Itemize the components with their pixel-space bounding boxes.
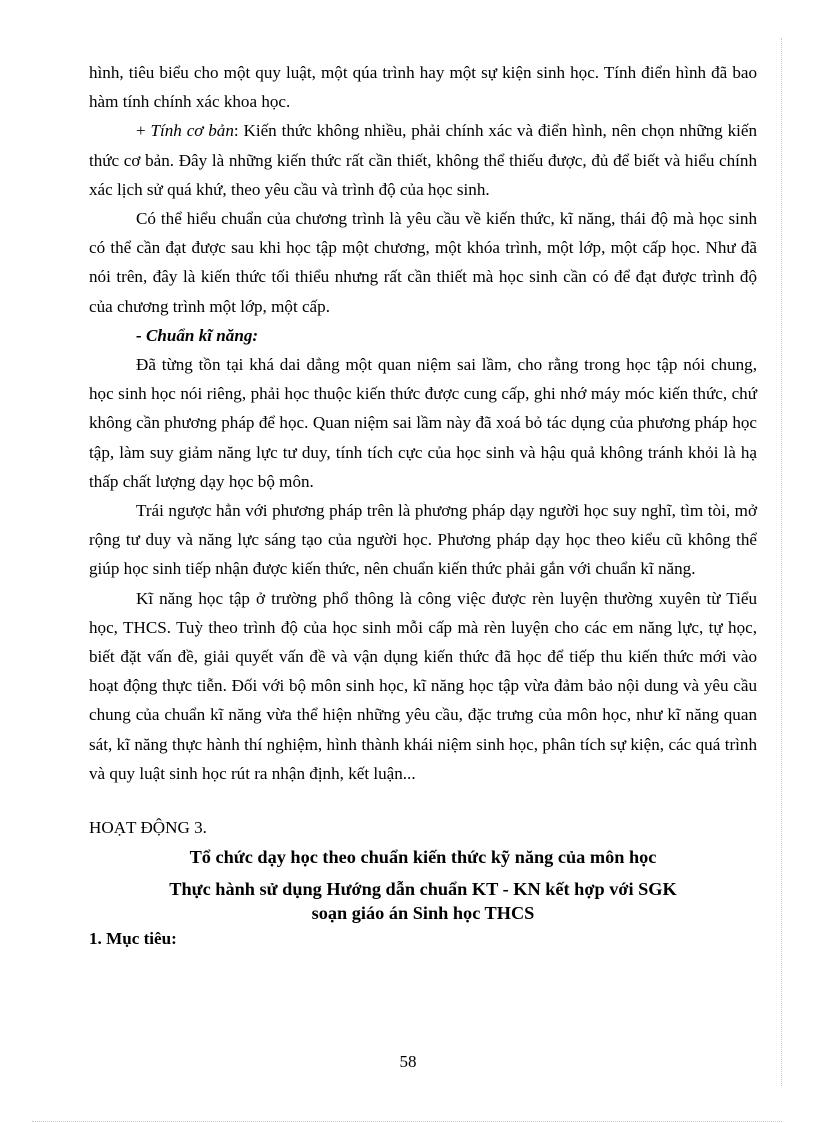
paragraph-typicality: hình, tiêu biểu cho một quy luật, một qúa trình hay một sự kiện sinh học. Tính điển hình đã bao hàm tính chính xác khoa học. [89, 63, 757, 112]
activity-title-line-1: Tổ chức dạy học theo chuẩn kiến thức kỹ năng của môn học [189, 847, 657, 868]
term-basic-nature: Tính cơ bản [150, 121, 234, 141]
skills-standard-heading: - Chuẩn kĩ năng: [136, 325, 259, 345]
paragraph-teaching-method: Trái ngược hẳn với phương pháp trên là phương pháp dạy người học suy nghĩ, tìm tòi, mở rộng tư duy và năng lực sáng tạo của người học. Phương pháp dạy học theo kiểu cũ không thể giúp học sinh tiếp nhận được kiến thức, nên chuẩn kiến thức phải gắn với chuẩn kĩ năng. [89, 501, 757, 579]
bullet-plus: + [136, 121, 151, 141]
activity-title-line-3: soạn giáo án Sinh học THCS [311, 903, 535, 924]
paragraph-basic-nature [89, 116, 757, 204]
activity-title-line-2: Thực hành sử dụng Hướng dẫn chuẩn KT - KN kết hợp với SGK [169, 879, 677, 900]
page-number: 58 [399, 1052, 417, 1071]
goal-heading: 1. Mục tiêu: [89, 929, 177, 949]
page-bottom-rule [32, 1121, 782, 1122]
basic-nature-text: : Kiến thức không nhiều, phải chính xác và điển hình, nên chọn những kiến thức cơ bản. Đây là những kiến thức rất cần thiết, không thể thiếu được, đủ để biết và hiểu chính xác lịch sử quá khứ, theo yêu cầu và trình độ của học sinh. [89, 121, 758, 199]
paragraph-program-standard: Có thể hiểu chuẩn của chương trình là yêu cầu về kiến thức, kĩ năng, thái độ mà học sinh có thể cần đạt được sau khi học tập một chương, một khóa trình, một lớp, một cấp học. Như đã nói trên, đây là kiến thức tối thiểu nhưng rất cần thiết mà học sinh cần có để đạt được trình độ của chương trình một lớp, một cấp. [89, 209, 757, 316]
activity-label: HOẠT ĐỘNG 3. [89, 818, 207, 838]
paragraph-misconception: Đã từng tồn tại khá dai dẳng một quan niệm sai lầm, cho rằng trong học tập nói chung, học sinh học nói riêng, phải học thuộc kiến thức được cung cấp, ghi nhớ máy móc kiến thức, chứ không cần phương pháp để học. Quan niệm sai lầm này đã xoá bỏ tác dụng của phương pháp học tập, làm suy giảm năng lực tư duy, tính tích cực của học sinh và hậu quả không tránh khỏi là hạ thấp chất lượng dạy học bộ môn. [89, 355, 757, 491]
paragraph-learning-skills: Kĩ năng học tập ở trường phổ thông là công việc được rèn luyện thường xuyên từ Tiểu học, THCS. Tuỳ theo trình độ của học sinh mỗi cấp mà rèn luyện cho các em năng lực, tự học, biết đặt vấn đề, giải quyết vấn đề và vận dụng kiến thức đã học để tiếp thu kiến thức mới vào hoạt động thực tiễn. Đối với bộ môn sinh học, kĩ năng học tập vừa đảm bảo nội dung và yêu cầu chung của chuẩn kĩ năng vừa thể hiện những yêu cầu, đặc trưng của môn học, như kĩ năng quan sát, kĩ năng thực hành thí nghiệm, hình thành khái niệm sinh học, phân tích sự kiện, các quá trình và quy luật sinh học rút ra nhận định, kết luận... [89, 588, 757, 783]
document-body [89, 58, 757, 951]
